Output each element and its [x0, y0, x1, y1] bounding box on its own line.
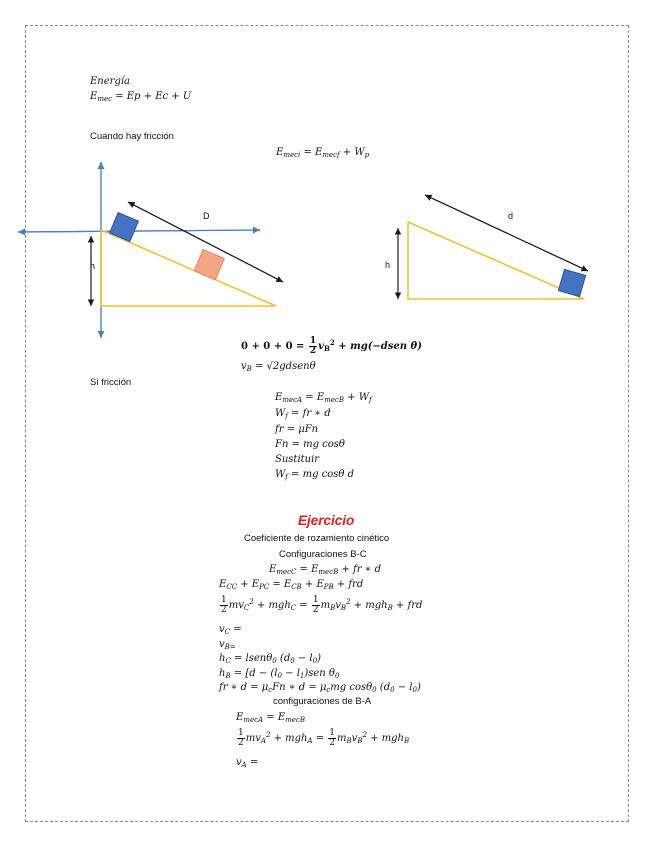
ex-e8: fr ∗ $d = \mu_cFn$ ∗ $d = \mu_cmg$ cosθ$_0$ $(d_0 - l_0)$: [219, 682, 421, 694]
ex-e4: $v_C$ =: [219, 624, 242, 636]
label-D: D: [203, 211, 210, 221]
config-ba: configuraciones de B-A: [273, 696, 372, 707]
ex-e1: $E_{mecC} = E_{mecB}$ + fr ∗ d: [269, 564, 382, 576]
block-top: [110, 213, 139, 242]
energy-title: Energía: [90, 76, 130, 87]
nf-eq1: $E_{mecA} = E_{mecB} + W_f$: [275, 392, 372, 404]
x-axis-right: [18, 230, 260, 232]
ex-e10: $\frac{1}{2}$ $mv_A^2 + mgh_A$ = $\frac{1}{2}$ $m_Bv_B^2 + mgh_B$: [238, 728, 410, 748]
ex-e7: $h_B = [d - (l_0 - l_1)sen$ $\theta_0$: [219, 668, 340, 680]
nf-eq6: $W_f$ = mg cosθ d: [275, 469, 355, 481]
exercise-title: Ejercicio: [298, 513, 355, 528]
nf-eq3: fr = μFn: [275, 424, 319, 435]
ex-e6: $h_C$ = lsenθ$_0$ $(d_0 - l_0)$: [219, 653, 321, 665]
ex-e5: $v_{B=}$: [219, 639, 236, 651]
energy-equation-line2: $v_B$ = √2gdsenθ: [241, 361, 316, 373]
left-incline: [101, 230, 276, 306]
friction-main-equation: $E_{meci} = E_{mecf} + W_p$: [276, 147, 370, 159]
energy-formula: $E_{mec} = Ep + Ec + U$: [90, 91, 192, 103]
config-bc: Configuraciones B-C: [279, 549, 367, 560]
exercise-subtitle: Coeficiente de rozamiento cinético: [244, 533, 390, 544]
ex-e9: $E_{mecA} = E_{mecB}$: [236, 712, 305, 724]
nf-eq5: Sustituir: [275, 454, 320, 465]
right-incline: [408, 222, 584, 299]
ex-e3: $\frac{1}{2}$ $mv_C^2 + mgh_C$ = $\frac{1}{2}$ $m_Bv_B^2 + mgh_B$ + frd: [221, 595, 423, 615]
no-friction-heading: Si fricción: [90, 377, 132, 388]
block-mid: [194, 250, 224, 280]
friction-heading: Cuando hay fricción: [90, 131, 174, 142]
label-h-right: h: [385, 260, 391, 270]
label-h-left: h: [90, 261, 96, 271]
energy-equation-line1: 0 + 0 + 0 = $\frac{1}{2}$ $v_B^2$ + mg(−dsen θ): [241, 336, 422, 356]
ex-e2: $E_{CC} + E_{PC} = E_{CB} + E_{PB}$ + frd: [219, 579, 364, 591]
nf-eq4: Fn = mg cosθ: [275, 439, 345, 450]
label-d: d: [508, 211, 514, 221]
ex-e11: $v_A$ =: [236, 757, 259, 769]
nf-eq2: $W_f$ = fr ∗ d: [275, 408, 331, 420]
block-bottom: [558, 269, 585, 296]
